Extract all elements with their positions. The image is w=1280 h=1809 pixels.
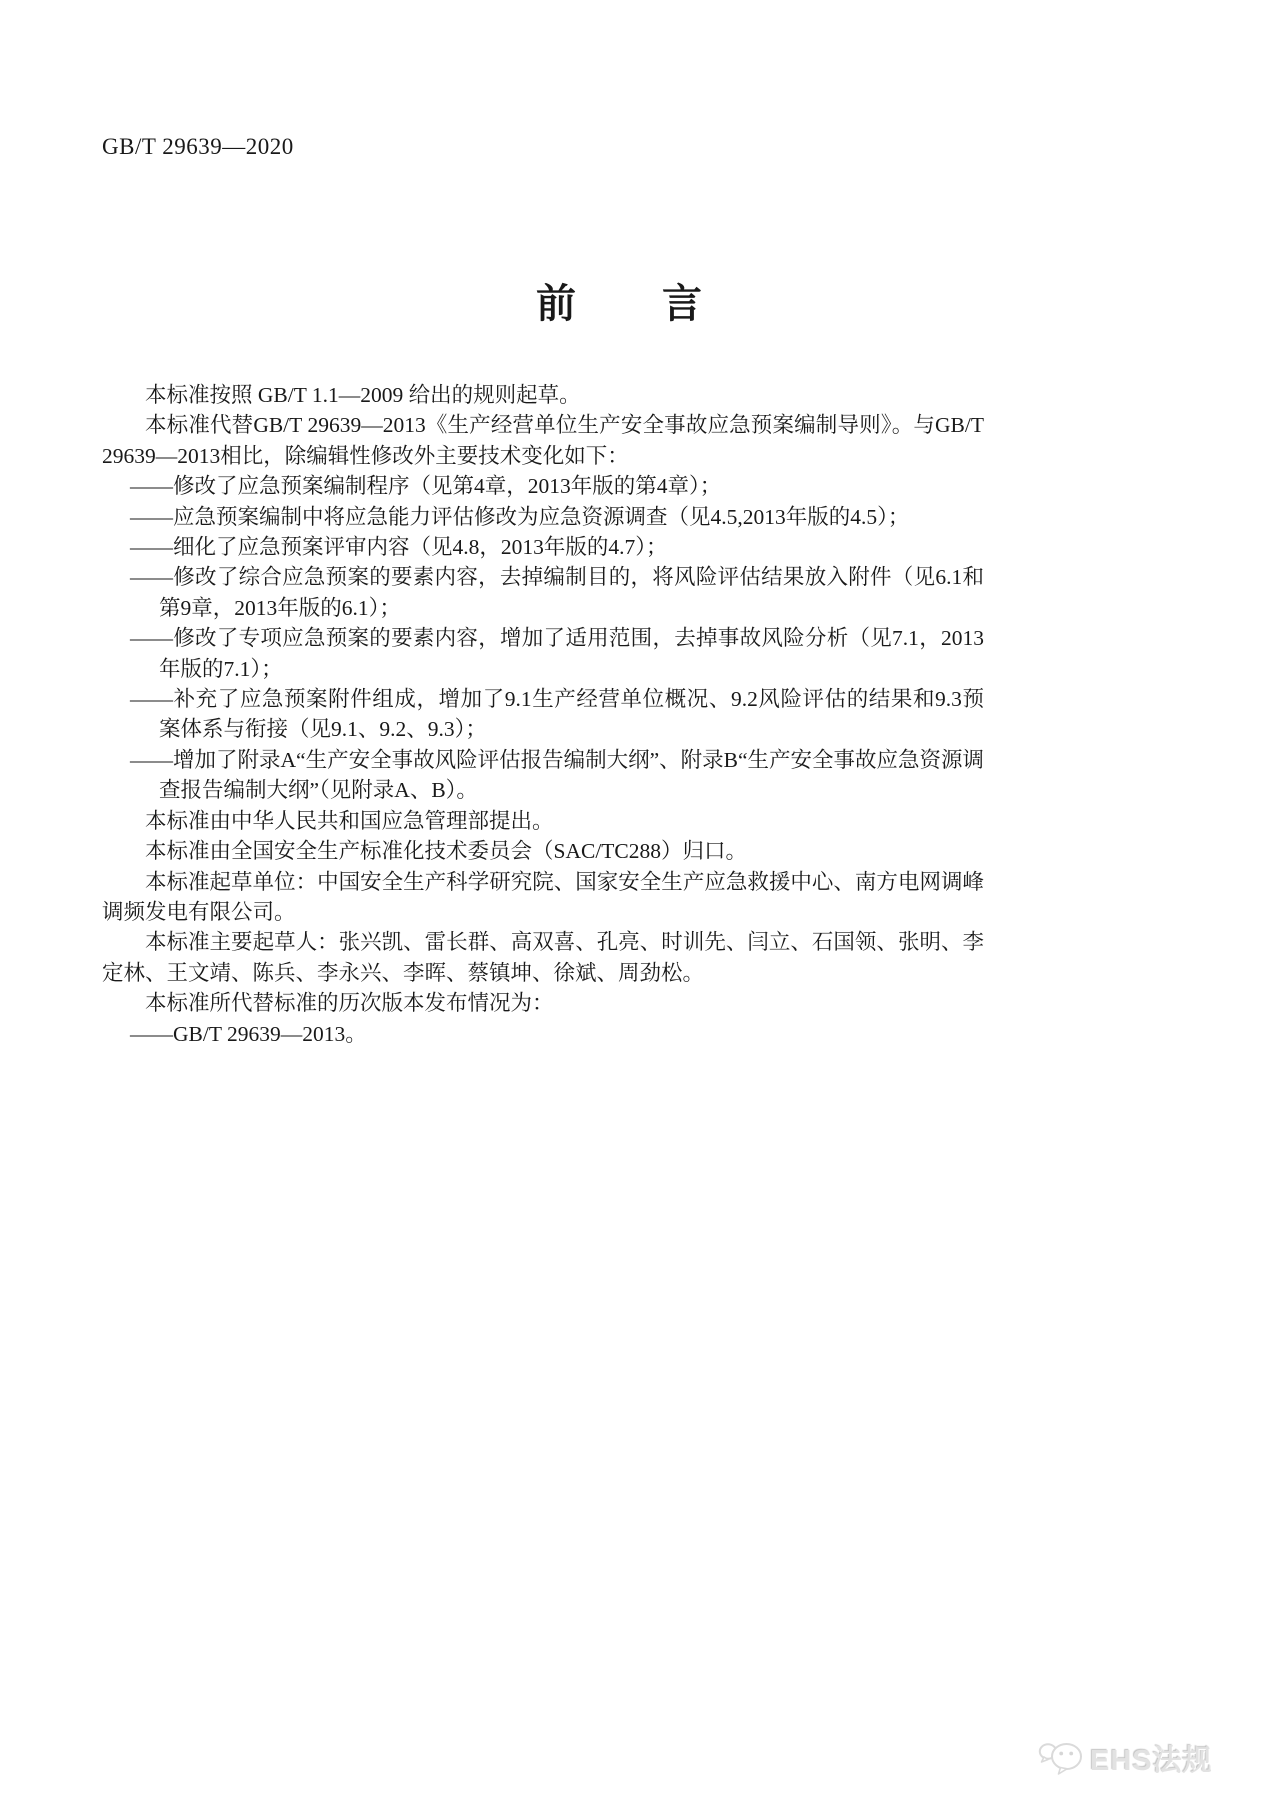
page-title: 前 言 (536, 282, 704, 326)
paragraph: 本标准起草单位：中国安全生产科学研究院、国家安全生产应急救援中心、南方电网调峰调频发电有限公司。 (102, 869, 984, 924)
document-code: GB/T 29639—2020 (102, 134, 294, 159)
paragraph: 本标准代替GB/T 29639—2013《生产经营单位生产安全事故应急预案编制导则》。与GB/T 29639—2013相比，除编辑性修改外主要技术变化如下： (102, 413, 984, 468)
paragraph: 本标准由中华人民共和国应急管理部提出。 (145, 808, 554, 833)
dash-list-item: ——细化了应急预案评审内容（见4.8，2013年版的4.7）； (130, 535, 668, 560)
dash-list-item: ——修改了专项应急预案的要素内容，增加了适用范围，去掉事故风险分析（见7.1，2013年版的7.1）； (130, 626, 984, 681)
paragraph: 本标准所代替标准的历次版本发布情况为： (145, 991, 554, 1016)
paragraph: 本标准按照 GB/T 1.1—2009 给出的规则起草。 (145, 383, 581, 407)
dash-list-item: ——增加了附录A“生产安全事故风险评估报告编制大纲”、附录B“生产安全事故应急资源调查报告编制大纲”（见附录A、B）。 (130, 747, 984, 803)
dash-list-item: ——GB/T 29639—2013。 (130, 1021, 367, 1046)
paragraph: 本标准由全国安全生产标准化技术委员会（SAC/TC288）归口。 (145, 839, 748, 864)
dash-list-item: ——补充了应急预案附件组成，增加了9.1生产经营单位概况、9.2风险评估的结果和9.3预案体系与衔接（见9.1、9.2、9.3）； (130, 687, 984, 742)
dash-list-item: ——应急预案编制中将应急能力评估修改为应急资源调查（见4.5,2013年版的4.5）； (130, 504, 910, 529)
wechat-chat-bubbles-icon (1038, 1740, 1084, 1778)
dash-list-item: ——修改了综合应急预案的要素内容，去掉编制目的，将风险评估结果放入附件（见6.1和第9章，2013年版的6.1）； (130, 565, 984, 620)
paragraph: 本标准主要起草人：张兴凯、雷长群、高双喜、孔亮、时训先、闫立、石国领、张明、李定林、王文靖、陈兵、李永兴、李晖、蔡镇坤、徐斌、周劲松。 (102, 930, 984, 985)
watermark (1038, 1738, 1213, 1779)
dash-list-item: ——修改了应急预案编制程序（见第4章，2013年版的第4章）； (130, 474, 722, 499)
watermark-label: EHS法规 (1090, 1745, 1213, 1777)
document-body (102, 380, 984, 1049)
